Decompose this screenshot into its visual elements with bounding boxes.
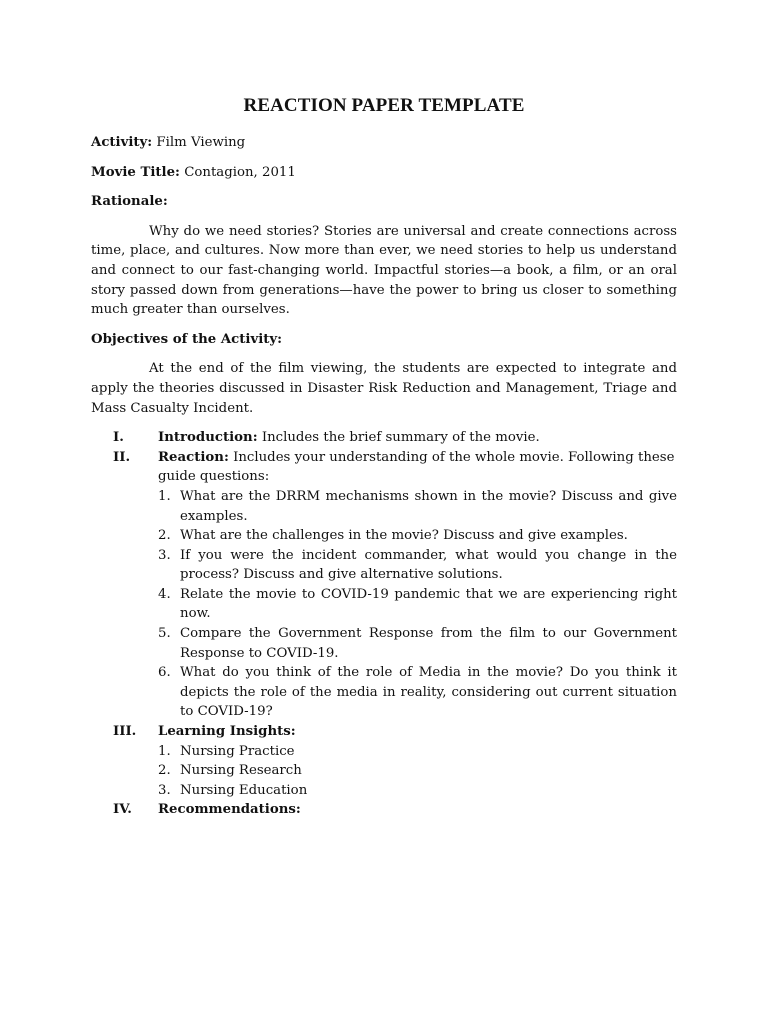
list-item-text: Compare the Government Response from the film to our Government Response to COVID-19. [180, 626, 677, 661]
movie-title-value: Contagion, 2011 [184, 164, 296, 180]
list-item-number: 1. [158, 488, 171, 504]
list-item-number: 1. [158, 743, 171, 759]
movie-title-label: Movie Title: [91, 164, 180, 180]
list-item-text: What are the DRRM mechanisms shown in the movie? Discuss and give examples. [180, 488, 677, 524]
section-heading-line [158, 448, 677, 487]
list-item-number: 2. [158, 763, 171, 779]
list-item-number: 5. [158, 626, 171, 642]
outline-section-learning-insights [91, 722, 677, 800]
list-item [158, 526, 677, 546]
objectives-text: At the end of the film viewing, the students are expected to integrate and apply the theories discussed in Disaster Risk Reduction and Management, Triage and Mass Casualty Incident. [91, 361, 677, 416]
list-item-text: What do you think of the role of Media in the movie? Do you think it depicts the role of the media in reality, considering out current situation to COVID-19? [180, 665, 677, 720]
list-item-text: Nursing Research [180, 763, 302, 779]
list-item-number: 2. [158, 528, 171, 544]
section-heading-line [158, 800, 677, 820]
section-text: Includes the brief summary of the movie. [257, 430, 540, 446]
section-numeral: III. [113, 724, 137, 740]
outline-section-introduction [91, 428, 677, 448]
section-heading-line [158, 722, 677, 742]
list-item [158, 761, 677, 781]
section-numeral: I. [113, 430, 124, 446]
list-item-text: If you were the incident commander, what would you change in the process? Discuss and give alternative solutions. [180, 547, 677, 583]
rationale-heading: Rationale: [91, 194, 168, 210]
list-item [158, 781, 677, 801]
section-numeral: IV. [113, 802, 132, 818]
list-item-number: 3. [158, 782, 171, 798]
movie-title-field [91, 163, 677, 183]
activity-value: Film Viewing [156, 135, 246, 150]
list-item-number: 3. [158, 547, 171, 563]
list-item [158, 585, 677, 624]
list-item-text: What are the challenges in the movie? Discuss and give examples. [180, 528, 628, 544]
page-title: REACTION PAPER TEMPLATE [243, 95, 525, 116]
activity-label: Activity: [91, 135, 153, 150]
list-item [158, 546, 677, 585]
list-item-text: Nursing Practice [180, 743, 295, 759]
rationale-text: Why do we need stories? Stories are universal and create connections across time, place, and cultures. Now more than ever, we need stories to help us understand and connect to our fast-changing world. Impactful stories—a book, a film, or an oral story passed down from generations—have the power to bring us closer to something much greater than ourselves. [91, 223, 677, 318]
list-item [158, 487, 677, 526]
list-item-text: Nursing Education [180, 782, 308, 798]
objectives-heading: Objectives of the Activity: [91, 331, 283, 347]
section-title: Reaction: [158, 449, 229, 465]
section-text: Includes your understanding of the whole movie. Following these guide questions: [158, 449, 675, 485]
section-heading-line [158, 428, 677, 448]
section-title: Introduction: [158, 430, 258, 446]
section-title: Recommendations: [158, 802, 301, 818]
list-item [158, 624, 677, 663]
list-item-number: 6. [158, 665, 171, 681]
list-item [158, 742, 677, 762]
list-item [158, 663, 677, 722]
list-item-text: Relate the movie to COVID-19 pandemic that we are experiencing right now. [180, 586, 677, 622]
activity-field [91, 133, 677, 153]
outline-list [91, 428, 677, 820]
outline-section-reaction [91, 448, 677, 722]
section-numeral: II. [113, 449, 131, 465]
section-title: Learning Insights: [158, 724, 296, 740]
list-item-number: 4. [158, 586, 171, 602]
outline-section-recommendations [91, 800, 677, 820]
